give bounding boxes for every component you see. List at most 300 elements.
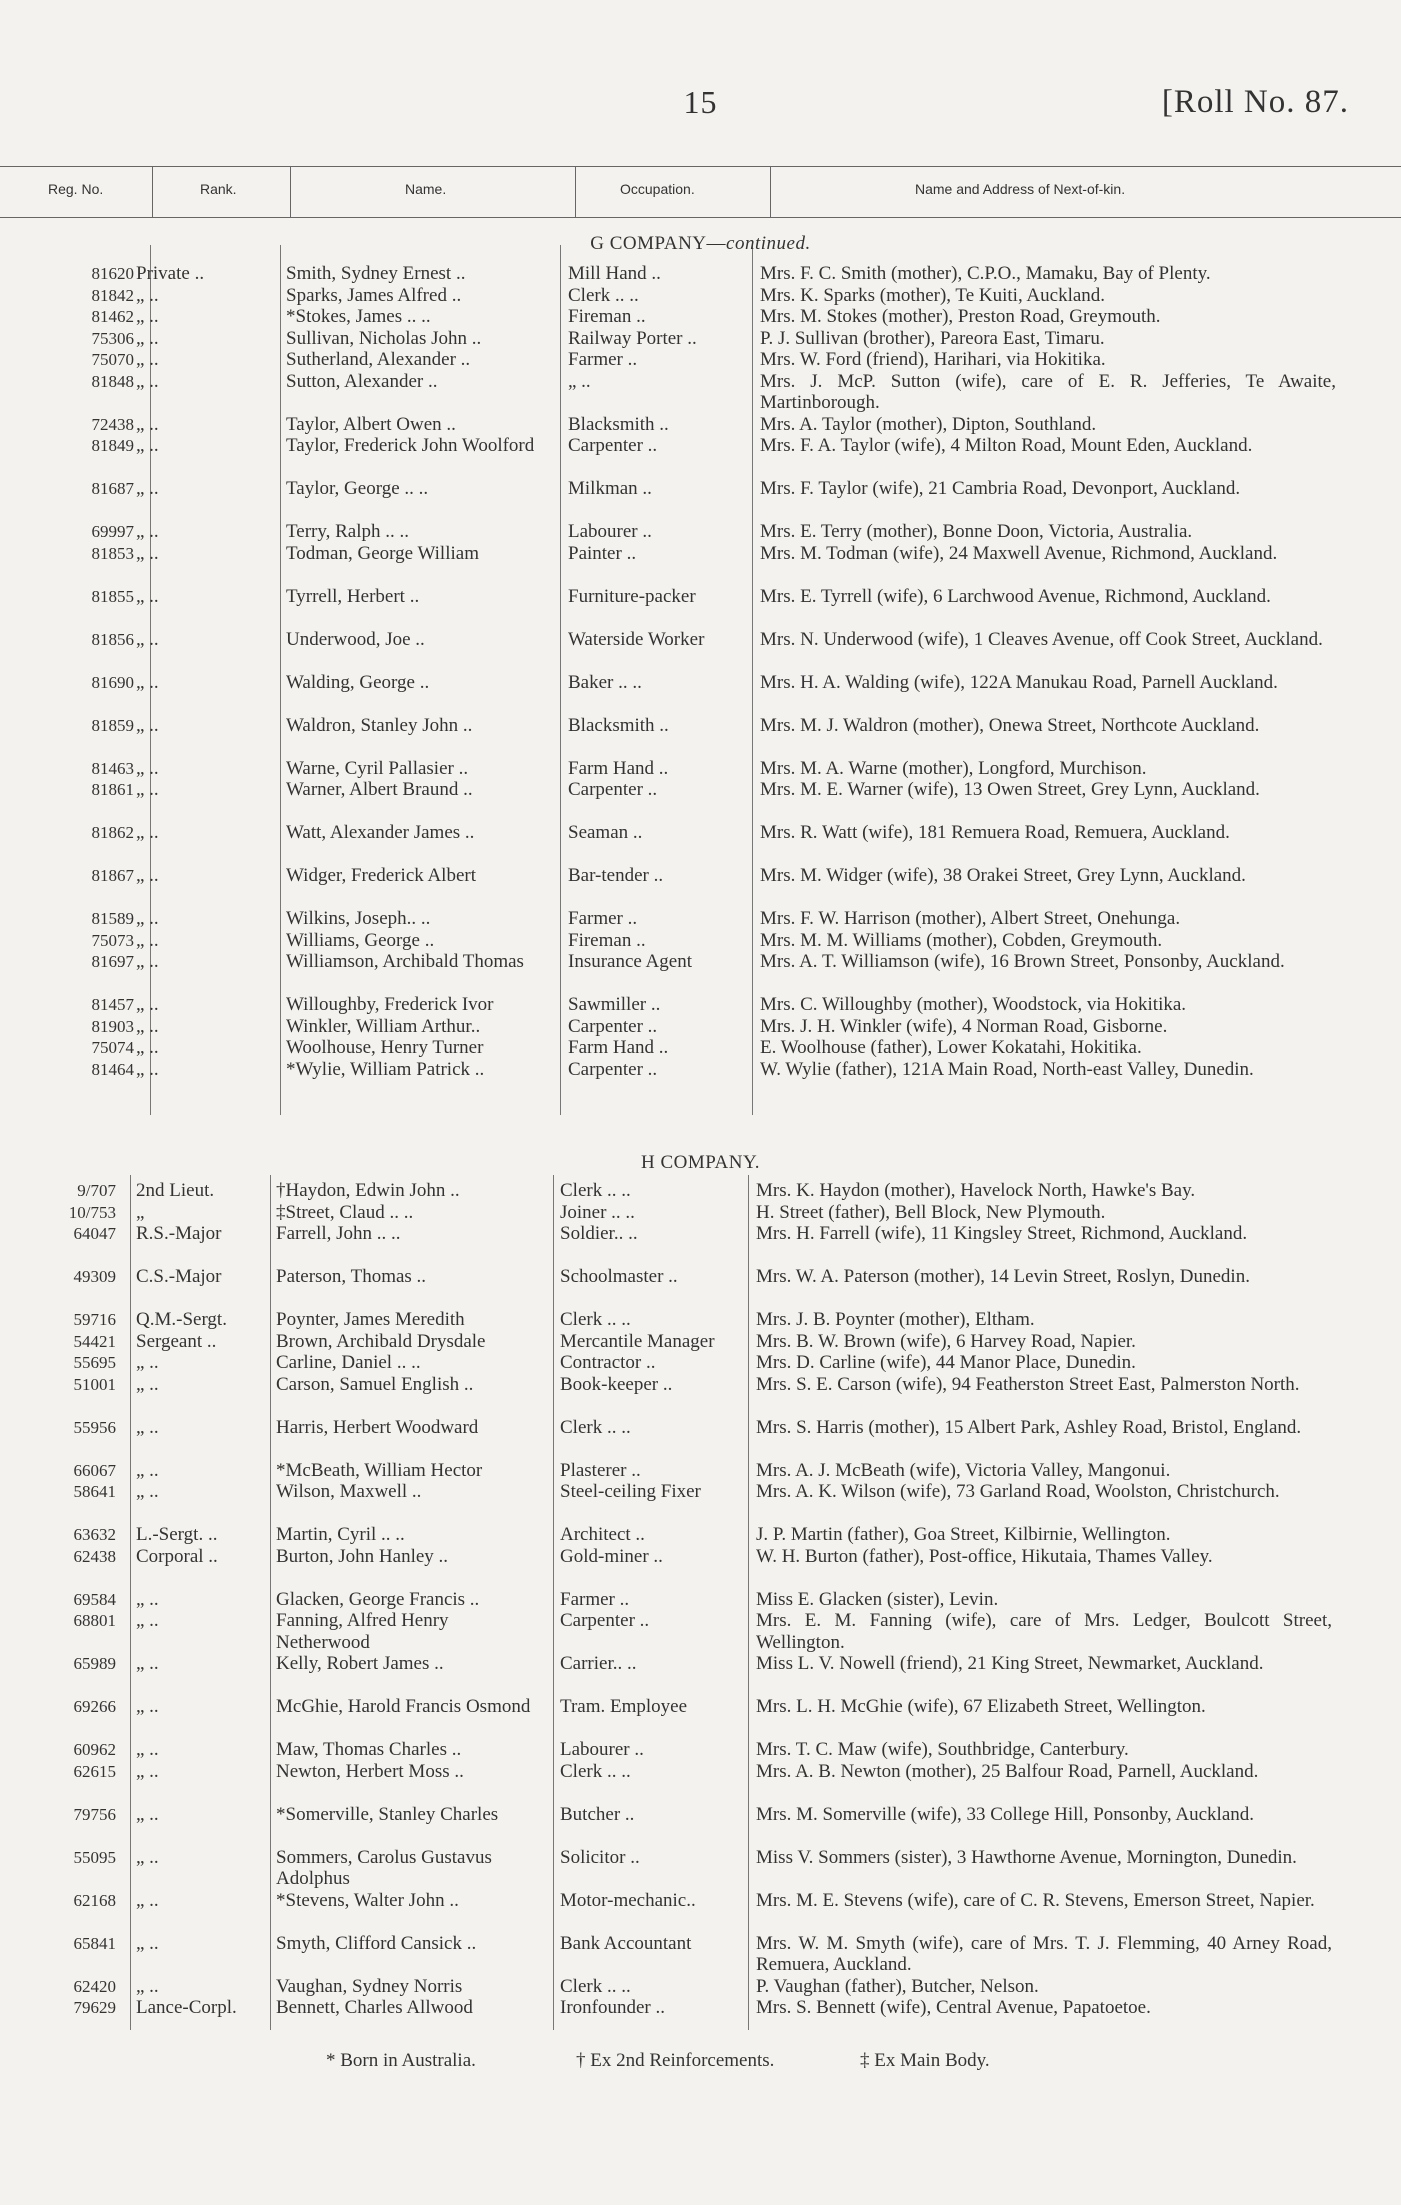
table-row [0,414,1401,436]
rank: „ .. [136,306,159,327]
rank: „ .. [136,1932,159,1954]
occupation: Farm Hand .. [568,1037,669,1058]
rank: „ .. [136,1015,159,1037]
soldier-name: Smyth, Clifford Cansick .. [276,1932,477,1954]
next-of-kin: Mrs. E. M. Fanning (wife), care of Mrs. Ledger, Boulcott Street, Wellington. [756,1610,1332,1653]
soldier-name: Watt, Alexander James .. [286,822,475,843]
reg-number: 64047 [73,1224,116,1243]
reg-number: 75306 [91,328,134,348]
header-occupation: Occupation. [620,181,695,197]
next-of-kin: H. Street (father), Bell Block, New Plymouth. [756,1201,1106,1223]
reg-number: 81903 [91,1016,134,1036]
table-row [0,1352,1401,1374]
rank: „ .. [136,1889,159,1911]
table-row [0,994,1401,1016]
soldier-name: Warne, Cyril Pallasier .. [286,757,469,779]
soldier-name: Widger, Frederick Albert [286,865,476,886]
reg-number: 55956 [73,1417,116,1437]
occupation: Milkman .. [568,478,652,499]
table-row [0,951,1401,994]
reg-number: 81861 [91,780,134,799]
next-of-kin: Mrs. A. Taylor (mother), Dipton, Southland. [760,413,1097,435]
table-row [0,822,1401,865]
rank: „ .. [136,349,159,370]
footnote-born-australia: * Born in Australia. [326,2050,476,2071]
occupation: Gold-miner .. [560,1545,663,1567]
next-of-kin: Mrs. A. J. McBeath (wife), Victoria Valley, Mangonui. [756,1459,1171,1481]
table-row [0,1847,1401,1890]
next-of-kin: Mrs. J. McP. Sutton (wife), care of E. R. Jefferies, Te Awaite, Martinborough. [760,370,1336,413]
next-of-kin: Mrs. C. Willoughby (mother), Woodstock, via Hokitika. [760,994,1187,1015]
next-of-kin: Mrs. A. B. Newton (mother), 25 Balfour Road, Parnell, Auckland. [756,1760,1259,1782]
occupation: Clerk .. .. [560,1180,631,1201]
next-of-kin: Miss E. Glacken (sister), Levin. [756,1588,999,1610]
occupation: Clerk .. .. [560,1760,631,1782]
reg-number: 55695 [73,1353,116,1372]
reg-number: 81690 [91,672,134,692]
table-row [0,586,1401,629]
rank: „ [136,1201,145,1223]
reg-number: 81464 [91,1059,134,1079]
soldier-name: Smith, Sydney Ernest .. [286,263,466,284]
table-row [0,1309,1401,1331]
reg-number: 60962 [73,1740,116,1759]
soldier-name: Taylor, George .. .. [286,478,429,499]
next-of-kin: P. Vaughan (father), Butcher, Nelson. [756,1975,1039,1997]
occupation: Farmer .. [568,908,638,929]
occupation: Clerk .. .. [560,1416,631,1438]
rank: „ .. [136,865,159,886]
table-row [0,478,1401,521]
soldier-name: Waldron, Stanley John .. [286,714,473,736]
occupation: Labourer .. [560,1739,644,1760]
table-row [0,1059,1401,1102]
soldier-name: *Somerville, Stanley Charles [276,1803,499,1825]
soldier-name: Sparks, James Alfred .. [286,284,462,306]
next-of-kin: Miss L. V. Nowell (friend), 21 King Street, Newmarket, Auckland. [756,1653,1264,1674]
table-row [0,1223,1401,1266]
rank: „ .. [136,521,159,542]
rank: „ .. [136,1058,159,1080]
occupation: Carpenter .. [568,435,658,456]
soldier-name: Sutherland, Alexander .. [286,349,471,370]
rank: Sergeant .. [136,1330,217,1352]
reg-number: 54421 [73,1331,116,1351]
reg-number: 75070 [91,350,134,369]
occupation: Plasterer .. [560,1459,641,1481]
table-row [0,1804,1401,1847]
reg-number: 69584 [73,1589,116,1609]
next-of-kin: Mrs. T. C. Maw (wife), Southbridge, Canterbury. [756,1739,1129,1760]
rank: „ .. [136,478,159,499]
footnote-ex-main: ‡ Ex Main Body. [860,2050,990,2071]
occupation: Mercantile Manager [560,1330,715,1352]
table-row [0,521,1401,543]
rank: „ .. [136,1846,159,1868]
soldier-name: Bennett, Charles Allwood [276,1997,473,2018]
next-of-kin: Mrs. M. E. Stevens (wife), care of C. R. Stevens, Emerson Street, Napier. [756,1889,1315,1911]
reg-number: 58641 [73,1482,116,1501]
occupation: Ironfounder .. [560,1997,665,2018]
rank: C.S.-Major [136,1266,222,1287]
soldier-name: Williams, George .. [286,929,435,951]
reg-number: 81856 [91,629,134,649]
next-of-kin: Mrs. M. A. Warne (mother), Longford, Murchison. [760,757,1147,779]
occupation: Blacksmith .. [568,714,669,736]
soldier-name: Underwood, Joe .. [286,628,425,650]
occupation: Waterside Worker [568,628,705,650]
table-row [0,1180,1401,1202]
next-of-kin: Mrs. H. Farrell (wife), 11 Kingsley Street, Richmond, Auckland. [756,1223,1248,1244]
reg-number: 72438 [91,414,134,434]
rank: „ .. [136,370,159,392]
occupation: Fireman .. [568,929,646,951]
table-row [0,371,1401,414]
next-of-kin: P. J. Sullivan (brother), Pareora East, Timaru. [760,327,1105,349]
rank: „ .. [136,1588,159,1610]
reg-number: 81867 [91,866,134,885]
reg-number: 81842 [91,285,134,305]
occupation: Labourer .. [568,521,652,542]
table-row [0,1331,1401,1353]
table-row [0,435,1401,478]
header-rank: Rank. [200,181,237,197]
rank: „ .. [136,1037,159,1058]
g-company-heading: G COMPANY—continued. [590,233,811,254]
rank: „ .. [136,822,159,843]
rank: „ .. [136,994,159,1015]
table-row [0,1610,1401,1653]
soldier-name: Williamson, Archibald Thomas [286,951,524,972]
occupation: Railway Porter .. [568,327,697,349]
soldier-name: McGhie, Harold Francis Osmond [276,1696,531,1717]
soldier-name: Wilson, Maxwell .. [276,1481,422,1502]
table-row [0,349,1401,371]
rank: „ .. [136,1352,159,1373]
table-row [0,1266,1401,1309]
table-row [0,1524,1401,1546]
rank: „ .. [136,671,159,693]
rank: „ .. [136,1975,159,1997]
table-row [0,1933,1401,1976]
reg-number: 62615 [73,1761,116,1781]
soldier-name: Warner, Albert Braund .. [286,779,473,800]
next-of-kin: Mrs. L. H. McGhie (wife), 67 Elizabeth Street, Wellington. [756,1696,1206,1717]
header-reg: Reg. No. [48,181,104,197]
reg-number: 81862 [91,823,134,842]
rank: „ .. [136,929,159,951]
soldier-name: Newton, Herbert Moss .. [276,1760,464,1782]
rank: „ .. [136,714,159,736]
rank: „ .. [136,1803,159,1825]
reg-number: 81463 [91,758,134,778]
table-row [0,1016,1401,1038]
next-of-kin: Mrs. R. Watt (wife), 181 Remuera Road, Remuera, Auckland. [760,822,1230,843]
next-of-kin: Miss V. Sommers (sister), 3 Hawthorne Avenue, Mornington, Dunedin. [756,1846,1297,1868]
soldier-name: Wilkins, Joseph.. .. [286,908,431,929]
soldier-name: Winkler, William Arthur.. [286,1015,481,1037]
occupation: Clerk .. .. [560,1975,631,1997]
rank: „ .. [136,779,159,800]
table-row [0,629,1401,672]
soldier-name: Taylor, Albert Owen .. [286,413,456,435]
table-row [0,715,1401,758]
table-row [0,1417,1401,1460]
next-of-kin: Mrs. M. Somerville (wife), 33 College Hill, Ponsonby, Auckland. [756,1803,1254,1825]
reg-number: 49309 [73,1267,116,1286]
next-of-kin: Mrs. M. Widger (wife), 38 Orakei Street, Grey Lynn, Auckland. [760,865,1246,886]
soldier-name: Walding, George .. [286,671,430,693]
rank: Private .. [136,263,205,284]
occupation: Butcher .. [560,1803,635,1825]
soldier-name: Harris, Herbert Woodward [276,1416,479,1438]
table-row [0,1739,1401,1761]
reg-number: 79629 [73,1998,116,2017]
soldier-name: †Haydon, Edwin John .. [276,1180,460,1201]
table-row [0,306,1401,328]
occupation: Architect .. [560,1524,645,1545]
occupation: Insurance Agent [568,951,692,972]
occupation: Carpenter .. [568,1058,658,1080]
rank: „ .. [136,757,159,779]
next-of-kin: Mrs. J. H. Winkler (wife), 4 Norman Road, Gisborne. [760,1015,1168,1037]
rank: „ .. [136,951,159,972]
reg-number: 81849 [91,436,134,455]
reg-number: 69266 [73,1697,116,1716]
soldier-name: Burton, John Hanley .. [276,1545,449,1567]
soldier-name: Woolhouse, Henry Turner [286,1037,484,1058]
next-of-kin: Mrs. F. A. Taylor (wife), 4 Milton Road, Mount Eden, Auckland. [760,435,1253,456]
occupation: Farmer .. [568,349,638,370]
rank: „ .. [136,585,159,607]
reg-number: 51001 [73,1374,116,1394]
occupation: Bank Accountant [560,1932,692,1954]
soldier-name: Poynter, James Meredith [276,1309,465,1330]
rank: „ .. [136,435,159,456]
next-of-kin: Mrs. J. B. Poynter (mother), Eltham. [756,1309,1035,1330]
rank: „ .. [136,284,159,306]
soldier-name: Todman, George William [286,542,479,564]
soldier-name: Maw, Thomas Charles .. [276,1739,462,1760]
occupation: Motor-mechanic.. [560,1889,696,1911]
next-of-kin: Mrs. M. Stokes (mother), Preston Road, Greymouth. [760,306,1161,327]
next-of-kin: Mrs. F. Taylor (wife), 21 Cambria Road, Devonport, Auckland. [760,478,1241,499]
rank: „ .. [136,1610,159,1631]
occupation: Clerk .. .. [560,1309,631,1330]
next-of-kin: Mrs. W. A. Paterson (mother), 14 Levin Street, Roslyn, Dunedin. [756,1266,1250,1287]
soldier-name: Fanning, Alfred Henry Netherwood [276,1610,449,1653]
soldier-name: Sommers, Carolus Gustavus Adolphus [276,1846,492,1889]
table-row [0,1696,1401,1739]
soldier-name: *Wylie, William Patrick .. [286,1058,485,1080]
next-of-kin: Mrs. W. M. Smyth (wife), care of Mrs. T. J. Flemming, 40 Arney Road, Remuera, Auckland. [756,1932,1332,1975]
rank: „ .. [136,1373,159,1395]
header-kin: Name and Address of Next-of-kin. [915,181,1126,197]
rank: L.-Sergt. .. [136,1524,218,1545]
occupation: Schoolmaster .. [560,1266,678,1287]
next-of-kin: Mrs. S. Harris (mother), 15 Albert Park, Ashley Road, Bristol, England. [756,1416,1302,1438]
soldier-name: ‡Street, Claud .. .. [276,1201,414,1223]
page-number: 15 [683,84,718,120]
rank: „ .. [136,542,159,564]
occupation: Carpenter .. [560,1610,650,1631]
next-of-kin: Mrs. H. A. Walding (wife), 122A Manukau Road, Parnell Auckland. [760,671,1278,693]
table-row [0,1890,1401,1933]
next-of-kin: Mrs. M. E. Warner (wife), 13 Owen Street, Grey Lynn, Auckland. [760,779,1260,800]
occupation: Carrier.. .. [560,1653,637,1674]
soldier-name: Terry, Ralph .. .. [286,521,410,542]
reg-number: 81462 [91,307,134,326]
occupation: Mill Hand .. [568,263,661,284]
occupation: Baker .. .. [568,671,642,693]
reg-number: 65841 [73,1933,116,1953]
soldier-name: Paterson, Thomas .. [276,1266,427,1287]
table-row [0,758,1401,780]
soldier-name: Willoughby, Frederick Ivor [286,994,494,1015]
next-of-kin: Mrs. S. Bennett (wife), Central Avenue, Papatoetoe. [756,1997,1151,2018]
reg-number: 75074 [91,1038,134,1057]
next-of-kin: Mrs. F. W. Harrison (mother), Albert Street, Onehunga. [760,908,1181,929]
next-of-kin: E. Woolhouse (father), Lower Kokatahi, Hokitika. [760,1037,1142,1058]
occupation: Sawmiller .. [568,994,661,1015]
table-row [0,285,1401,307]
next-of-kin: W. Wylie (father), 121A Main Road, North-east Valley, Dunedin. [760,1058,1254,1080]
next-of-kin: Mrs. A. K. Wilson (wife), 73 Garland Road, Woolston, Christchurch. [756,1481,1280,1502]
soldier-name: Sullivan, Nicholas John .. [286,327,482,349]
occupation: Tram. Employee [560,1696,688,1717]
rank: „ .. [136,1481,159,1502]
soldier-name: Taylor, Frederick John Woolford [286,435,535,456]
table-row [0,865,1401,908]
reg-number: 69997 [91,522,134,541]
reg-number: 66067 [73,1460,116,1480]
table-row [0,1546,1401,1589]
table-row [0,1374,1401,1417]
table-row [0,1997,1401,2019]
reg-number: 68801 [73,1611,116,1630]
occupation: Farmer .. [560,1588,630,1610]
soldier-name: *Stokes, James .. .. [286,306,431,327]
next-of-kin: Mrs. M. J. Waldron (mother), Onewa Street, Northcote Auckland. [760,714,1260,736]
reg-number: 81853 [91,543,134,563]
rank: „ .. [136,1459,159,1481]
soldier-name: *McBeath, William Hector [276,1459,483,1481]
next-of-kin: Mrs. K. Haydon (mother), Havelock North, Hawke's Bay. [756,1180,1196,1201]
rank: „ .. [136,327,159,349]
table-row [0,1202,1401,1224]
soldier-name: Carline, Daniel .. .. [276,1352,421,1373]
rank: Q.M.-Sergt. [136,1309,227,1330]
table-row [0,1761,1401,1804]
rank: Corporal .. [136,1545,218,1567]
next-of-kin: W. H. Burton (father), Post-office, Hikutaia, Thames Valley. [756,1545,1213,1567]
reg-number: 81855 [91,586,134,606]
next-of-kin: Mrs. B. W. Brown (wife), 6 Harvey Road, Napier. [756,1330,1136,1352]
occupation: „ .. [568,370,591,392]
reg-number: 81859 [91,715,134,735]
footnote-ex-2nd: † Ex 2nd Reinforcements. [576,2050,775,2071]
reg-number: 79756 [73,1804,116,1824]
next-of-kin: Mrs. M. M. Williams (mother), Cobden, Greymouth. [760,929,1163,951]
reg-number: 62168 [73,1890,116,1910]
header-name: Name. [405,181,447,197]
reg-number: 81457 [91,995,134,1014]
table-row [0,328,1401,350]
next-of-kin: J. P. Martin (father), Goa Street, Kilbirnie, Wellington. [756,1524,1171,1545]
soldier-name: Farrell, John .. .. [276,1223,401,1244]
next-of-kin: Mrs. E. Tyrrell (wife), 6 Larchwood Avenue, Richmond, Auckland. [760,585,1271,607]
soldier-name: Brown, Archibald Drysdale [276,1330,486,1352]
h-company-table [0,1180,1401,2019]
h-company-heading: H COMPANY. [640,1152,761,1173]
soldier-name: Tyrrell, Herbert .. [286,585,420,607]
occupation: Joiner .. .. [560,1201,635,1223]
table-row [0,1460,1401,1482]
reg-number: 81697 [91,952,134,971]
soldier-name: Vaughan, Sydney Norris [276,1975,463,1997]
rank: „ .. [136,1739,159,1760]
occupation: Farm Hand .. [568,757,669,779]
occupation: Painter .. [568,542,637,564]
table-row [0,672,1401,715]
next-of-kin: Mrs. A. T. Williamson (wife), 16 Brown Street, Ponsonby, Auckland. [760,951,1285,972]
reg-number: 62420 [73,1976,116,1996]
reg-number: 81687 [91,479,134,498]
soldier-name: Carson, Samuel English .. [276,1373,474,1395]
reg-number: 81848 [91,371,134,391]
table-row [0,263,1401,285]
occupation: Soldier.. .. [560,1223,638,1244]
occupation: Carpenter .. [568,1015,658,1037]
rank: „ .. [136,628,159,650]
rank: „ .. [136,1653,159,1674]
next-of-kin: Mrs. F. C. Smith (mother), C.P.O., Mamaku, Bay of Plenty. [760,263,1211,284]
reg-number: 81620 [91,264,134,283]
table-row [0,1589,1401,1611]
rank: „ .. [136,908,159,929]
reg-number: 55095 [73,1847,116,1867]
rank: R.S.-Major [136,1223,222,1244]
occupation: Book-keeper .. [560,1373,673,1395]
g-company-table [0,263,1401,1102]
next-of-kin: Mrs. N. Underwood (wife), 1 Cleaves Avenue, off Cook Street, Auckland. [760,628,1323,650]
table-row [0,1481,1401,1524]
occupation: Clerk .. .. [568,284,639,306]
occupation: Fireman .. [568,306,646,327]
reg-number: 62438 [73,1546,116,1566]
soldier-name: Martin, Cyril .. .. [276,1524,405,1545]
reg-number: 63632 [73,1525,116,1544]
occupation: Steel-ceiling Fixer [560,1481,701,1502]
occupation: Seaman .. [568,822,643,843]
soldier-name: *Stevens, Walter John .. [276,1889,459,1911]
occupation: Contractor .. [560,1352,656,1373]
soldier-name: Sutton, Alexander .. [286,370,438,392]
table-row [0,930,1401,952]
rank: „ .. [136,413,159,435]
reg-number: 10/753 [68,1202,116,1222]
column-header-row [0,166,1401,218]
next-of-kin: Mrs. D. Carline (wife), 44 Manor Place, Dunedin. [756,1352,1136,1373]
reg-number: 65989 [73,1654,116,1673]
reg-number: 81589 [91,909,134,928]
rank: Lance-Corpl. [136,1997,237,2018]
occupation: Furniture-packer [568,585,696,607]
rank: „ .. [136,1696,159,1717]
occupation: Carpenter .. [568,779,658,800]
next-of-kin: Mrs. S. E. Carson (wife), 94 Featherston Street East, Palmerston North. [756,1373,1300,1395]
rank: „ .. [136,1416,159,1438]
